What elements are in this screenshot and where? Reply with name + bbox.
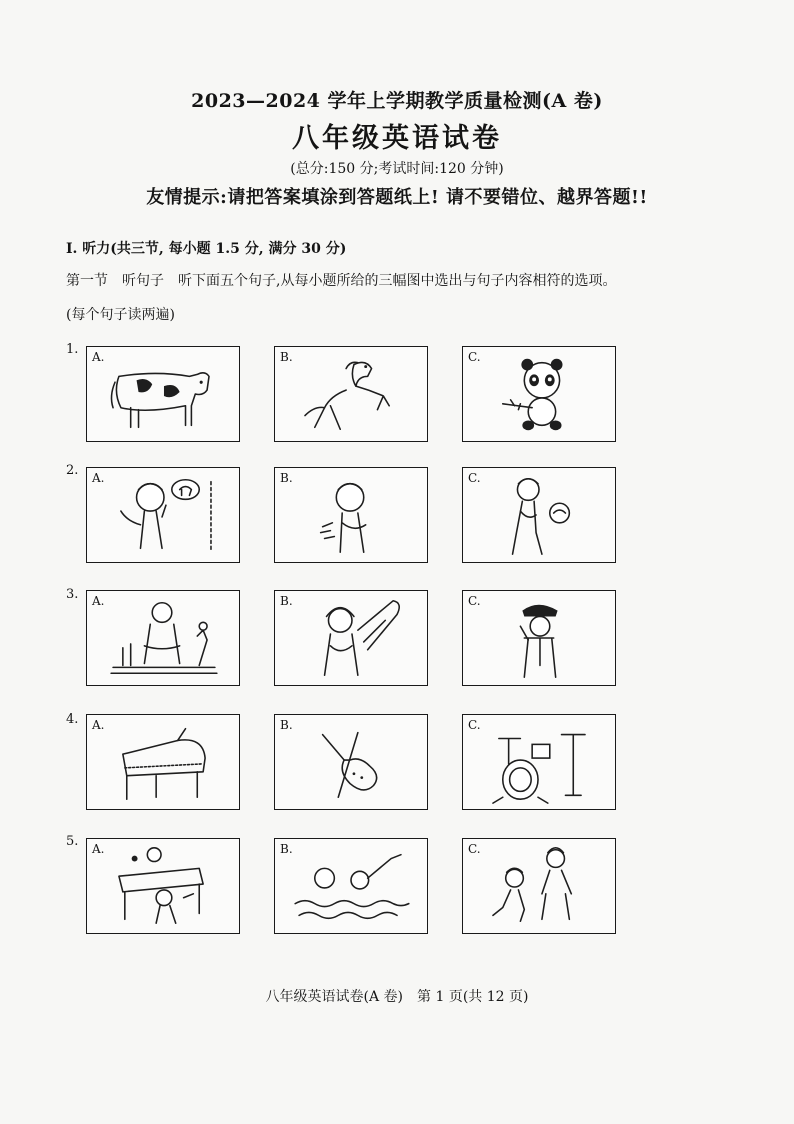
option-box-q2-c[interactable] xyxy=(462,467,616,563)
option-box-q3-c[interactable] xyxy=(462,590,616,686)
exam-info: (总分:150 分;考试时间:120 分钟) xyxy=(290,161,504,177)
cough-icon xyxy=(275,468,427,562)
option-label: B. xyxy=(280,350,293,364)
option-label: A. xyxy=(92,718,105,732)
option-box-q3-a[interactable] xyxy=(86,590,240,686)
ping-pong-icon xyxy=(87,839,239,933)
toothache-icon xyxy=(87,468,239,562)
option-label: C. xyxy=(468,594,481,608)
panda-icon xyxy=(463,347,615,441)
option-label: B. xyxy=(280,718,293,732)
option-label: A. xyxy=(92,471,105,485)
swimming-icon xyxy=(275,839,427,933)
question-number: 1. xyxy=(66,342,79,357)
option-label: C. xyxy=(468,471,481,485)
option-box-q4-c[interactable] xyxy=(462,714,616,810)
option-label: C. xyxy=(468,718,481,732)
scientist-icon xyxy=(87,591,239,685)
horse-icon xyxy=(275,347,427,441)
option-box-q4-b[interactable] xyxy=(274,714,428,810)
option-box-q2-b[interactable] xyxy=(274,467,428,563)
exam-title-line1: 2023—2024 学年上学期教学质量检测(A 卷) xyxy=(191,90,603,112)
option-label: B. xyxy=(280,594,293,608)
question-number: 2. xyxy=(66,463,79,478)
option-box-q3-b[interactable] xyxy=(274,590,428,686)
option-box-q1-c[interactable] xyxy=(462,346,616,442)
option-label: A. xyxy=(92,350,105,364)
option-label: A. xyxy=(92,594,105,608)
friendly-tip: 友情提示:请把答案填涂到答题纸上! 请不要错位、越界答题!! xyxy=(146,187,648,208)
section-heading: I. 听力(共三节, 每小题 1.5 分, 满分 30 分) xyxy=(66,241,347,257)
option-box-q5-b[interactable] xyxy=(274,838,428,934)
skating-icon xyxy=(463,839,615,933)
option-box-q5-c[interactable] xyxy=(462,838,616,934)
page-footer: 八年级英语试卷(A 卷) 第 1 页(共 12 页) xyxy=(265,989,529,1005)
stomachache-icon xyxy=(463,468,615,562)
option-box-q1-a[interactable] xyxy=(86,346,240,442)
option-box-q2-a[interactable] xyxy=(86,467,240,563)
option-label: C. xyxy=(468,842,481,856)
police-officer-icon xyxy=(463,591,615,685)
option-label: B. xyxy=(280,842,293,856)
section-instruction: 第一节 听句子 听下面五个句子,从每小题所给的三幅图中选出与句子内容相符的选项。 xyxy=(66,273,617,289)
section-note: (每个句子读两遍) xyxy=(66,307,175,323)
question-number: 3. xyxy=(66,587,79,602)
question-number: 4. xyxy=(66,712,79,727)
option-box-q4-a[interactable] xyxy=(86,714,240,810)
option-label: B. xyxy=(280,471,293,485)
option-box-q1-b[interactable] xyxy=(274,346,428,442)
option-box-q5-a[interactable] xyxy=(86,838,240,934)
piano-icon xyxy=(87,715,239,809)
drums-icon xyxy=(463,715,615,809)
cow-icon xyxy=(87,347,239,441)
option-label: C. xyxy=(468,350,481,364)
question-number: 5. xyxy=(66,834,79,849)
exam-title: 八年级英语试卷 xyxy=(292,123,502,154)
option-label: A. xyxy=(92,842,105,856)
pilot-icon xyxy=(275,591,427,685)
violin-icon xyxy=(275,715,427,809)
